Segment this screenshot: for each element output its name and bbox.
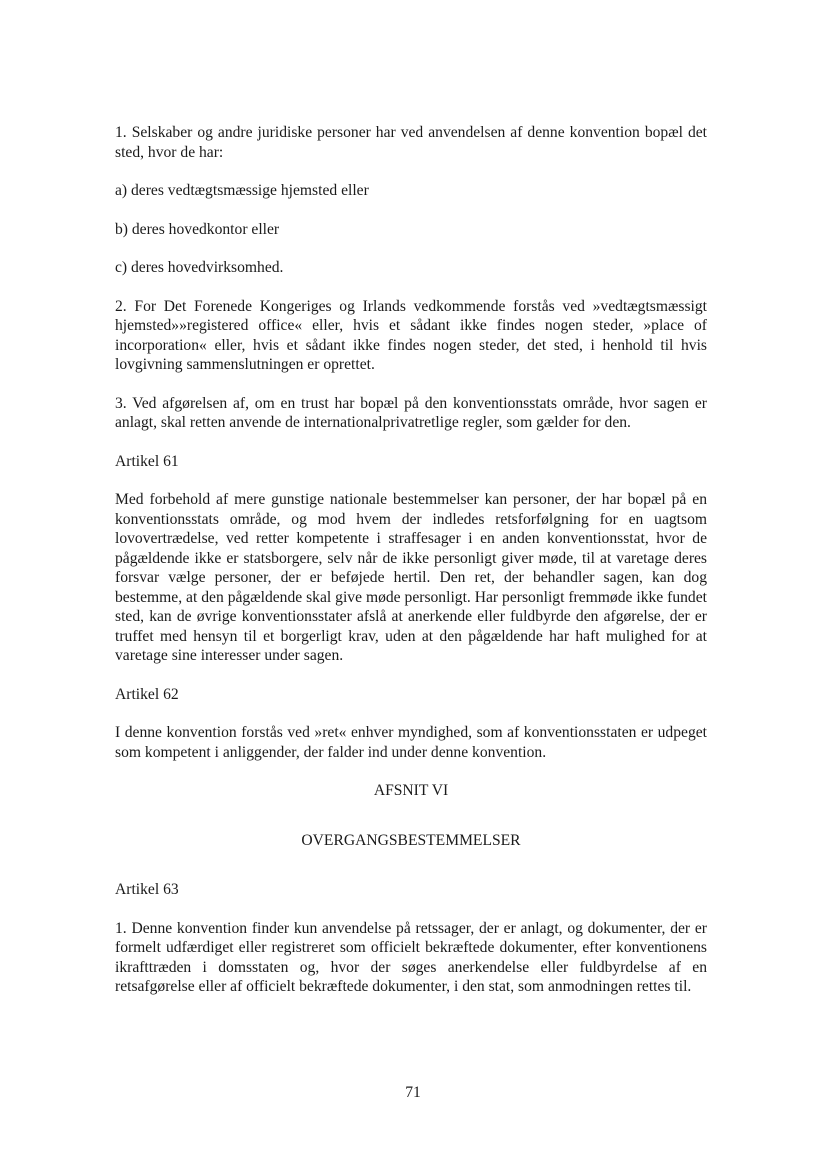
list-item-a: a) deres vedtægtsmæssige hjemsted eller <box>115 182 369 199</box>
article-62-text: I denne konvention forstås ved »ret« enhver myndighed, som af konventionsstaten er udpeget som kompetent i anliggender, der falder ind under denne konvention. <box>115 724 707 761</box>
article-61-heading: Artikel 61 <box>115 452 179 470</box>
article-63-heading: Artikel 63 <box>115 881 179 898</box>
paragraph-1: 1. Selskaber og andre juridiske personer har ved anvendelsen af denne konvention bopæl det sted, hvor de har: <box>115 124 707 161</box>
page-body <box>115 123 707 1016</box>
article-63-text: 1. Denne konvention finder kun anvendelse på retssager, der er anlagt, og dokumenter, der er formelt udfærdiget eller registreret som officielt bekræftede dokumenter, efter konventionens ikrafttræden i domsstaten og, hvor der søges anerkendelse eller fuldbyrdelse af en retsafgørelse eller af officielt bekræftede dokumenter, i den stat, som anmodningen rettes til. <box>115 919 707 995</box>
paragraph-2: 2. For Det Forenede Kongeriges og Irlands vedkommende forstås ved »vedtægtsmæssigt hjemsted»»registered office« eller, hvis et sådant ikke findes nogen steder, »place of incorporation« eller, hvis et sådant ikke findes nogen steder, det sted, i henhold til hvis lovgivning sammenslutningen er oprettet. <box>115 297 707 373</box>
list-item-b: b) deres hovedkontor eller <box>115 220 280 238</box>
article-61-text: Med forbehold af mere gunstige nationale bestemmelser kan personer, der har bopæl på en konventionsstats område, og mod hvem der indledes retsforfølgning for en uagtsom lovovertrædelse, ved retter kompetente i straffesager i en anden konventionsstat, hvor de pågældende ikke er statsborgere, selv når de ikke personligt giver møde, til at varetage deres forsvar vælge personer, der er beføjede hertil. Den ret, der behandler sagen, kan dog bestemme, at den pågældende skal give møde personligt. Har personligt fremmøde ikke fundet sted, kan de øvrige konventionsstater afslå at anerkende eller fuldbyrde den afgørelse, der er truffet med hensyn til et borgerligt krav, uden at den pågældende har haft mulighed for at varetage sine interesser under sagen. <box>115 491 707 664</box>
section-subtitle: OVERGANGSBESTEMMELSER <box>301 831 521 849</box>
list-item-c: c) deres hovedvirksomhed. <box>115 259 284 276</box>
section-title: AFSNIT VI <box>373 782 449 799</box>
paragraph-3: 3. Ved afgørelsen af, om en trust har bopæl på den konventionsstats område, hvor sagen er anlagt, skal retten anvende de internationalprivatretlige regler, som gælder for den. <box>115 394 707 431</box>
page-number: 71 <box>405 1084 421 1101</box>
article-62-heading: Artikel 62 <box>115 685 179 703</box>
